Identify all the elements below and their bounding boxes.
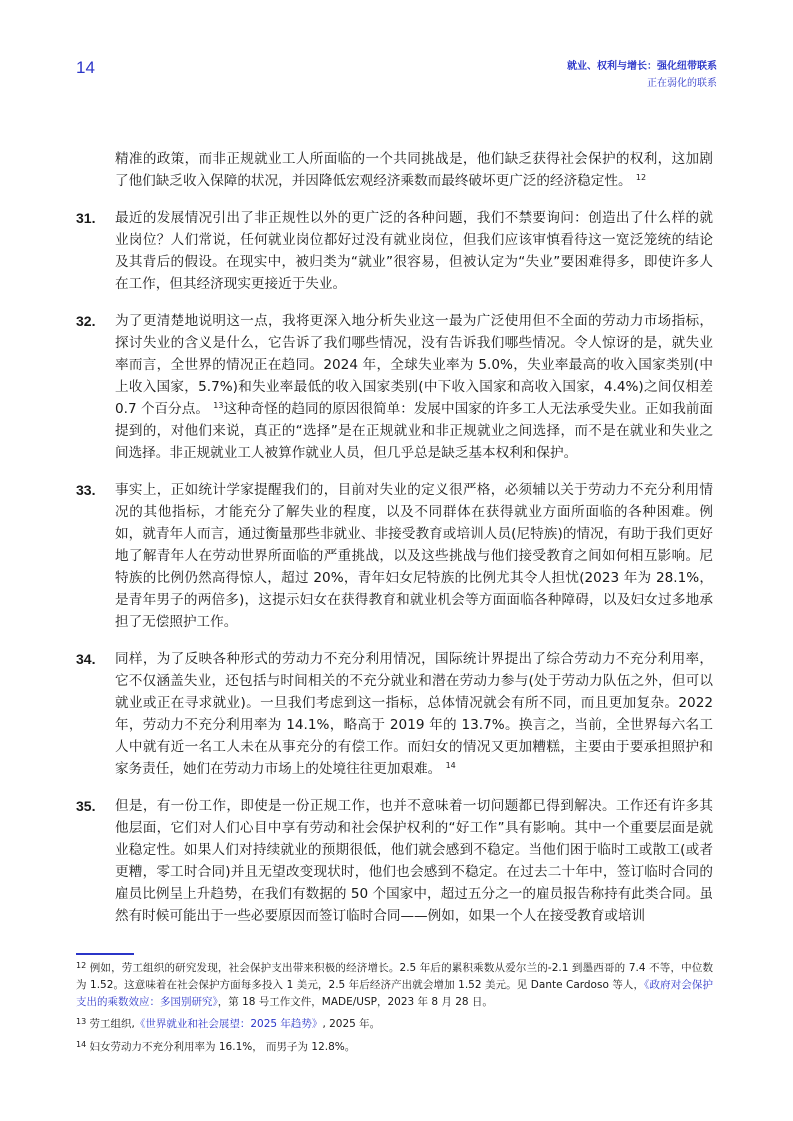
footnote-mark: 14 (76, 1040, 87, 1049)
footnote-link[interactable]: 《政府对会保护支出的乘数效应：多国别研究》 (76, 979, 714, 1008)
footnote-text: 例如，劳工组织的研究发现，社会保护支出带来积极的经济增长。2.5 年后的累积乘数从爱尔兰的-2.1 到墨西哥的 7.4 不等，中位数为 1.52。这意味着在社会保护方面每多投入 1 美元，2.5 年后经济产出就会增加 1.52 美元。见 Dante Cardoso 等人， (76, 962, 714, 991)
report-title: 就业、权利与增长：强化纽带联系 (567, 61, 717, 72)
paragraph-continued (76, 148, 713, 192)
footnote-divider (76, 953, 134, 955)
paragraph-text: 最近的发展情况引出了非正规性以外的更广泛的各种问题，我们不禁要询问：创造出了什么样的就业岗位？人们常说，任何就业岗位都好过没有就业岗位，但我们应该审慎看待这一宽泛笼统的结论及其背后的假设。在现实中，被归类为“就业”很容易，但被认定为“失业”要困难得多，即使许多人在工作，但其经济现实更接近于失业。 (115, 210, 713, 292)
paragraph-text: 但是，有一份工作，即使是一份正规工作，也并不意味着一切问题都已得到解决。工作还有许多其他层面，它们对人们心目中享有劳动和社会保护权利的“好工作”具有影响。其中一个重要层面是就业稳定性。如果人们对持续就业的预期很低，他们就会感到不稳定。当他们困于临时工或散工(或者更糟，零工时合同)并且无望改变现状时，他们也会感到不稳定。在过去二十年中，签订临时合同的雇员比例呈上升趋势，在我们有数据的 50 个国家中，超过五分之一的雇员报告称持有此类合同。虽然有时候可能出于一些必要原因而签订临时合同——例如，如果一个人在接受教育或培训 (115, 798, 713, 924)
paragraph-number: 35. (76, 798, 96, 814)
paragraph-text: 这种奇怪的趋同的原因很简单：发展中国家的许多工人无法承受失业。正如我前面提到的，对他们来说，真正的“选择”是在正规就业和非正规就业之间选择，而不是在就业和失业之间选择。非正规就业工人被算作就业人员，但几乎总是缺乏基本权利和保护。 (115, 401, 713, 461)
body-text (76, 148, 713, 942)
paragraph-35 (76, 795, 713, 927)
footnote-text: 妇女劳动力不充分利用率为 16.1%， 而男子为 12.8%。 (89, 1041, 356, 1053)
footnote-ref[interactable]: 12 (635, 173, 647, 182)
footnote-text: ，第 18 号工作文件，MADE/USP，2023 年 8 月 28 日。 (217, 996, 493, 1008)
paragraph-number: 32. (76, 313, 96, 329)
footnote-mark: 12 (76, 961, 87, 970)
paragraph-number: 33. (76, 482, 96, 498)
footnote-13 (76, 1016, 713, 1033)
section-title: 正在弱化的联系 (647, 78, 717, 89)
footnote-link[interactable]: 《世界就业和社会展望：2025 年趋势》 (134, 1018, 323, 1030)
footnote-12 (76, 960, 713, 1011)
footnote-mark: 13 (76, 1017, 87, 1026)
paragraph-number: 34. (76, 651, 96, 667)
page-number: 14 (76, 58, 95, 77)
running-header (567, 58, 717, 92)
footnote-text: , 2025 年。 (322, 1018, 381, 1030)
paragraph-text: 精准的政策，而非正规就业工人所面临的一个共同挑战是，他们缺乏获得社会保护的权利，这加剧了他们缺乏收入保障的状况，并因降低宏观经济乘数而最终破坏更广泛的经济稳定性。 (115, 151, 713, 189)
paragraph-32 (76, 310, 713, 464)
paragraph-number: 31. (76, 210, 96, 226)
paragraph-text: 事实上，正如统计学家提醒我们的，目前对失业的定义很严格，必须辅以关于劳动力不充分利用情况的其他指标，才能充分了解失业的程度，以及不同群体在获得就业方面所面临的各种困难。例如，就青年人而言，通过衡量那些非就业、非接受教育或培训人员(尼特族)的情况，有助于我们更好地了解青年人在劳动世界所面临的严重挑战，以及这些挑战与他们接受教育之间如何相互影响。尼特族的比例仍然高得惊人，超过 20%，青年妇女尼特族的比例尤其令人担忧(2023 年为 28.1%，是青年男子的两倍多)，这提示妇女在获得教育和就业机会等方面面临各种障碍，以及妇女过多地承担了无偿照护工作。 (115, 482, 713, 630)
footnote-ref[interactable]: 13 (213, 401, 224, 410)
footnote-14 (76, 1039, 713, 1056)
paragraph-text: 同样，为了反映各种形式的劳动力不充分利用情况，国际统计界提出了综合劳动力不充分利用率，它不仅涵盖失业，还包括与时间相关的不充分就业和潜在劳动力参与(处于劳动力队伍之外，但可以就业或正在寻求就业)。一旦我们考虑到这一指标，总体情况就会有所不同，而且更加复杂。2022 年，劳动力不充分利用率为 14.1%，略高于 2019 年的 13.7%。换言之，当前，全世界每六名工人中就有近一名工人未在从事充分的有偿工作。而妇女的情况又更加糟糕，主要由于要承担照护和家务责任，她们在劳动力市场上的处境往往更加艰难。 (115, 651, 713, 777)
paragraph-31 (76, 207, 713, 295)
footnote-ref[interactable]: 14 (445, 761, 456, 770)
paragraph-34 (76, 648, 713, 780)
paragraph-33 (76, 479, 713, 633)
footnote-text: 劳工组织, (89, 1018, 135, 1030)
paragraph-text: 为了更清楚地说明这一点，我将更深入地分析失业这一最为广泛使用但不全面的劳动力市场指标，探讨失业的含义是什么，它告诉了我们哪些情况，没有告诉我们哪些情况。令人惊讶的是，就失业率而言，全世界的情况正在趋同。2024 年，全球失业率为 5.0%，失业率最高的收入国家类别(中上收入国家，5.7%)和失业率最低的收入国家类别(中下收入国家和高收入国家，4.4%)之间仅相差 0.7 个百分点。 (115, 313, 713, 417)
